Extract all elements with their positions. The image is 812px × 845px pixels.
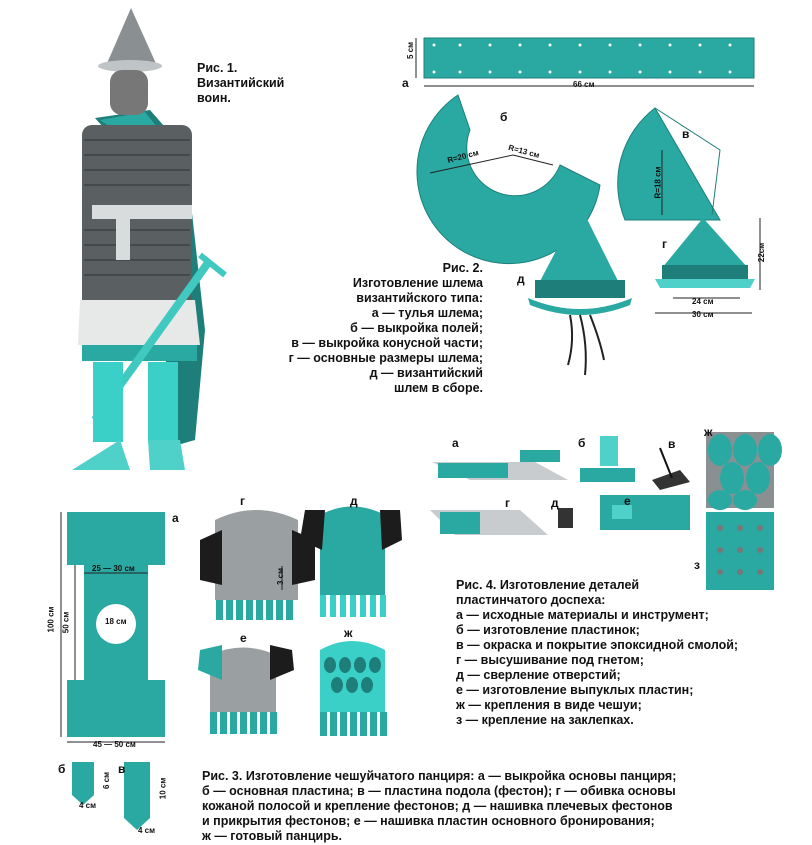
fig4-label-zh: ж [704, 425, 713, 439]
fig4-label-a: а [452, 436, 459, 450]
fig3-label-g: г [240, 494, 245, 508]
fig2-caption-line: Изготовление шлема [352, 276, 483, 290]
fig4-caption-line: Рис. 4. Изготовление деталей [456, 578, 640, 592]
fig4-caption-line: б — изготовление пластинок; [456, 623, 640, 637]
fig2-caption-line: шлем в сборе. [393, 381, 483, 395]
fig1-caption-line: Византийский [197, 76, 285, 90]
fig1-caption-line: Рис. 1. [197, 61, 238, 75]
fig3-label-zh: ж [344, 626, 353, 640]
fig2-caption-line: д — византийский [369, 366, 483, 380]
fig2-label-g: г [662, 237, 667, 251]
fig4-label-g: г [505, 496, 510, 510]
fig4-caption-line: пластинчатого доспеха: [456, 593, 606, 607]
dim-w4b: 4 см [138, 826, 156, 835]
dim-w4a: 4 см [79, 801, 97, 810]
dim-w45-50: 45 — 50 см [93, 740, 136, 749]
fig3-caption-line: б — основная пластина; в — пластина подола (фестон); г — обивка основы [202, 784, 676, 798]
fig3-label-d: д [350, 494, 358, 508]
fig2-label-b: б [500, 110, 508, 124]
fig2-caption-line: б — выкройка полей; [350, 321, 483, 335]
fig3-caption [202, 769, 676, 844]
dim-d18: 18 см [105, 617, 127, 626]
dim-h10: 10 см [158, 777, 168, 800]
fig4-caption-line: д — сверление отверстий; [456, 668, 621, 682]
fig2-label-d: д [517, 272, 525, 286]
fig2-label-a: а [402, 76, 409, 90]
fig4-caption-line: г — высушивание под гнетом; [456, 653, 644, 667]
fig3-label-a: а [172, 511, 179, 525]
dim-strip-height: 5 см [406, 41, 416, 60]
fig2-caption-line: византийского типа: [356, 291, 483, 305]
fig3-caption-line: и прикрытия фестонов; е — нашивка пластин основного бронирования; [202, 814, 655, 828]
fig2-caption-line: а — тулья шлема; [371, 306, 483, 320]
fig4-label-d: д [551, 496, 559, 510]
hem-plate [124, 762, 150, 830]
dim-w30: 30 см [692, 310, 714, 319]
dim-h3: 3 см [276, 567, 286, 586]
fig2-caption-line: г — основные размеры шлема; [288, 351, 483, 365]
dim-strip-width: 66 см [573, 80, 595, 89]
fig3-label-e: е [240, 631, 247, 645]
fig3-label-v: в [118, 762, 126, 776]
fig2-caption-line: в — выкройка конусной части; [291, 336, 483, 350]
dim-h50: 50 см [61, 611, 71, 634]
fig2-label-v: в [682, 127, 690, 141]
fig1-caption-line: воин. [197, 91, 231, 105]
fig4-label-e: е [624, 494, 631, 508]
dim-r20: R=20 см [446, 148, 480, 165]
fig4-caption-line: е — изготовление выпуклых пластин; [456, 683, 694, 697]
fig2-caption-line: Рис. 2. [442, 261, 483, 275]
dim-r18: R=18 см [653, 166, 663, 199]
fig3-label-b: б [58, 762, 66, 776]
fig4-label-b: б [578, 436, 586, 450]
fig4-caption-line: в — окраска и покрытие эпоксидной смолой; [456, 638, 739, 652]
dim-w25-30: 25 — 30 см [92, 564, 135, 573]
dim-h22: 22см [757, 242, 767, 263]
fig4-caption-line: ж — крепления в виде чешуи; [456, 698, 642, 712]
fig3-caption-line: кожаной полосой и крепление фестонов; д — нашивка плечевых фестонов [202, 799, 673, 813]
fig4-caption-line: з — крепление на заклепках. [456, 713, 634, 727]
fig3-caption-line: ж — готовый панцирь. [202, 829, 342, 843]
dim-h6: 6 см [102, 771, 112, 790]
fig3-caption-line: Рис. 3. Изготовление чешуйчатого панциря: а — выкройка основы панциря; [202, 769, 677, 783]
dim-h100: 100 см [46, 606, 56, 633]
dim-r13: R=13 см [507, 143, 541, 160]
fig4-label-z: з [694, 558, 700, 572]
fig4-caption-line: а — исходные материалы и инструмент; [456, 608, 709, 622]
dim-w24: 24 см [692, 297, 714, 306]
main-plate [72, 762, 94, 805]
fig4-label-v: в [668, 437, 676, 451]
